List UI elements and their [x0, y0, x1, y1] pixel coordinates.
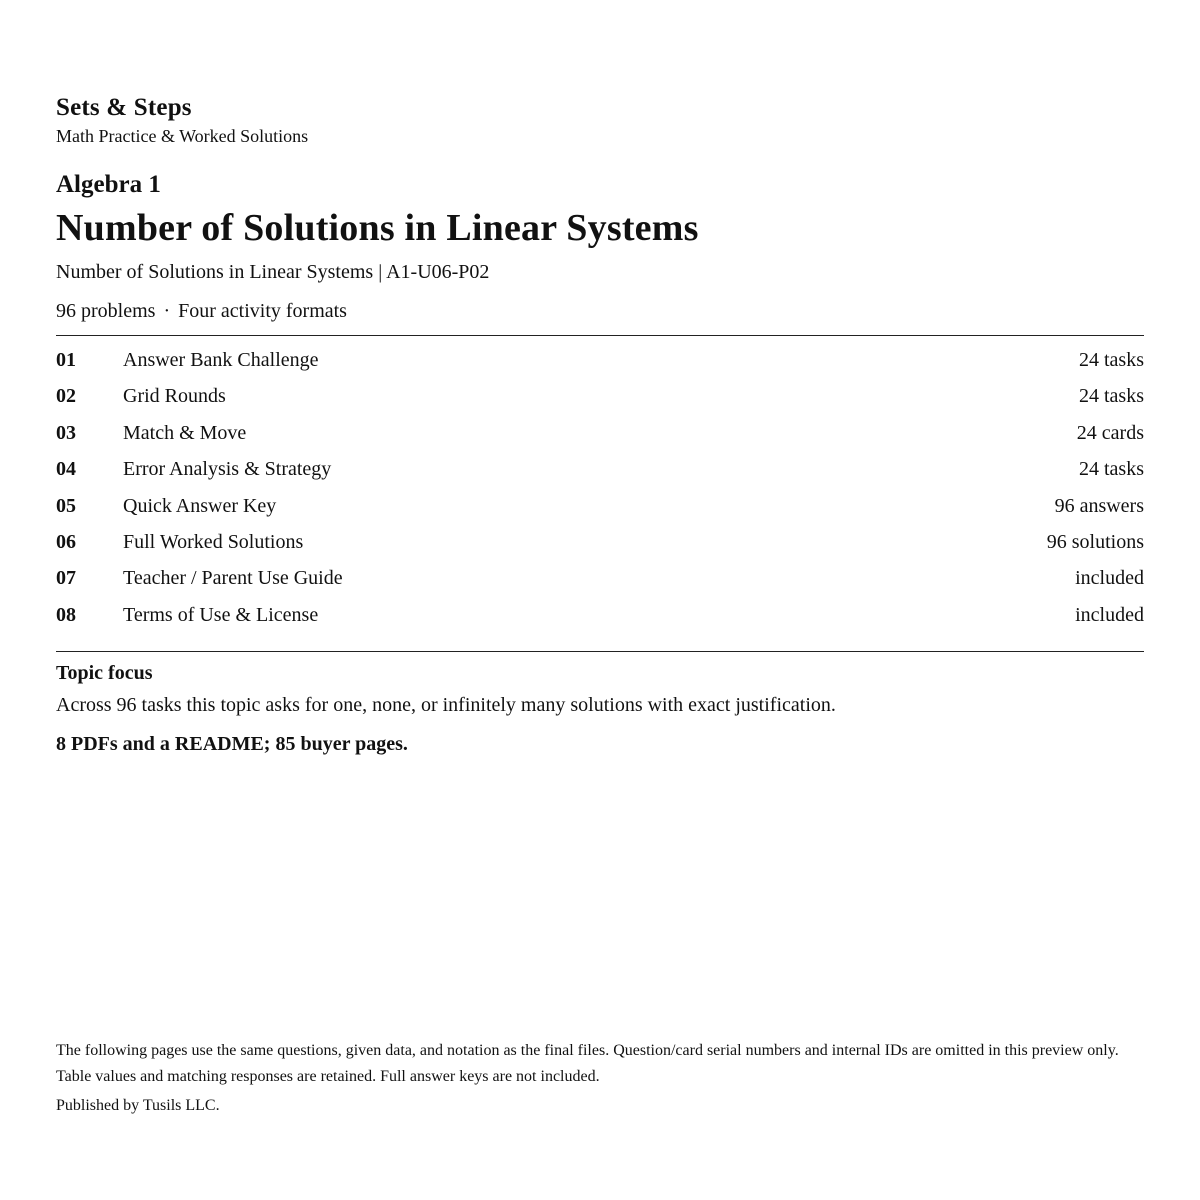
preview-note: The following pages use the same questions, given data, and notation as the final files. Question/card serial numbers and internal IDs are omitted in this preview only. Table values and matching responses are retained. Full answer keys are not included. [56, 1042, 1119, 1085]
product-code-line: Number of Solutions in Linear Systems | A1-U06-P02 [56, 261, 490, 283]
item-number: 08 [56, 603, 76, 626]
item-number: 01 [56, 349, 76, 371]
activity-formats: Four activity formats [178, 300, 347, 322]
list-item [56, 342, 1144, 378]
summary-separator: · [163, 300, 171, 322]
topic-focus-heading: Topic focus [56, 662, 153, 684]
item-count: 96 solutions [1046, 530, 1144, 553]
publisher-line: Published by Tusils LLC. [56, 1097, 220, 1114]
item-count: 96 answers [1054, 494, 1144, 517]
item-number: 04 [56, 458, 76, 481]
item-label: Full Worked Solutions [123, 530, 304, 553]
subject-heading: Algebra 1 [56, 171, 161, 198]
item-label: Grid Rounds [123, 385, 226, 408]
topic-focus-text: Across 96 tasks this topic asks for one, none, or infinitely many solutions with exact justification. [56, 694, 836, 716]
page-title: Number of Solutions in Linear Systems [56, 207, 699, 249]
item-label: Error Analysis & Strategy [123, 458, 332, 481]
item-count: 24 tasks [1079, 385, 1144, 408]
list-item [56, 597, 1144, 633]
deliverables-summary: 8 PDFs and a README; 85 buyer pages. [56, 733, 408, 755]
list-item [56, 524, 1144, 560]
list-item [56, 488, 1144, 524]
list-item [56, 415, 1144, 451]
item-number: 05 [56, 494, 76, 517]
item-count: 24 tasks [1079, 349, 1144, 371]
divider-bottom [56, 651, 1144, 652]
list-item [56, 451, 1144, 487]
item-label: Quick Answer Key [123, 494, 277, 517]
problem-count: 96 problems [56, 300, 156, 322]
divider-top [56, 335, 1144, 336]
item-number: 06 [56, 530, 76, 553]
item-label: Answer Bank Challenge [123, 349, 319, 371]
contents-list [56, 342, 1144, 633]
item-count: included [1075, 567, 1144, 590]
summary-line [56, 300, 347, 323]
item-label: Teacher / Parent Use Guide [123, 567, 343, 590]
list-item [56, 378, 1144, 414]
item-count: 24 tasks [1079, 458, 1144, 481]
item-count: included [1075, 603, 1144, 626]
item-label: Terms of Use & License [123, 603, 319, 626]
list-item [56, 560, 1144, 596]
item-label: Match & Move [123, 421, 247, 444]
item-number: 02 [56, 385, 76, 408]
item-number: 03 [56, 421, 76, 444]
item-number: 07 [56, 567, 76, 590]
brand-tagline: Math Practice & Worked Solutions [56, 126, 309, 146]
brand-name: Sets & Steps [56, 94, 192, 121]
item-count: 24 cards [1076, 421, 1144, 444]
